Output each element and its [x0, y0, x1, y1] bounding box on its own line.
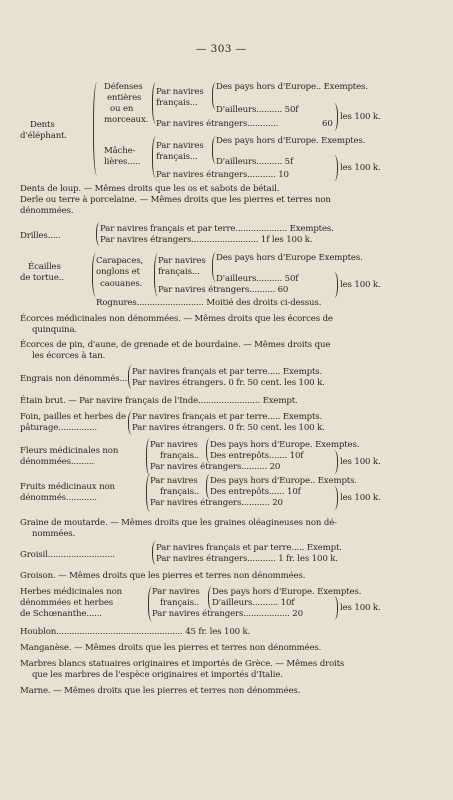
line: dénommées......... — [20, 457, 95, 467]
line: Manganèse. — Mêmes droits que les pierres et terres non dénommées. — [20, 643, 322, 653]
line: Foin, pailles et herbes de — [20, 412, 126, 422]
line: onglons et — [96, 267, 140, 277]
line: Par navires étrangers.......... 20 — [150, 462, 281, 472]
line: Par navires — [156, 141, 204, 151]
brace — [334, 596, 338, 620]
line: Étain brut. — Par navire français de l'Inde........................ Exempt. — [20, 396, 298, 406]
line: caouanes. — [100, 279, 143, 289]
line: Par navires étrangers........... 10 — [156, 170, 289, 180]
line: dénommées. — [20, 206, 74, 216]
line: quinquina. — [32, 325, 77, 335]
line: dénommés............ — [20, 493, 97, 503]
line: Groisil.......................... — [20, 550, 115, 560]
line: français... — [158, 267, 200, 277]
line: Dents — [30, 120, 55, 130]
line: les 100 k. — [340, 163, 381, 173]
line: Marne. — Mêmes droits que les pierres et terres non dénommées. — [20, 686, 301, 696]
line: Par navires — [158, 256, 206, 266]
line: français... — [156, 152, 198, 162]
line: Des pays hors d'Europe. Exemptes. — [210, 440, 360, 450]
line: Derle ou terre à porcelaine. — Mêmes droits que les pierres et terres non — [20, 195, 331, 205]
line: nommées. — [32, 529, 76, 539]
line: français.. — [160, 487, 200, 497]
line: que les marbres de l'espèce originaires et importés d'Italie. — [32, 670, 283, 680]
line: les 100 k. — [340, 603, 381, 613]
line: Écorces de pin, d'aune, de grenade et de bourdaine. — Mêmes droits que — [20, 340, 331, 350]
brace — [334, 103, 338, 131]
line: Mâche- — [104, 146, 136, 156]
line: morceaux. — [104, 115, 149, 125]
line: 60 — [322, 119, 333, 129]
line: Rognures.......................... Moitié des droits ci-dessus. — [96, 298, 322, 308]
line: Groison. — Mêmes droits que les pierres et terres non dénommées. — [20, 571, 306, 581]
line: Par navires étrangers........... 1 fr. les 100 k. — [156, 554, 338, 564]
line: lières..... — [104, 157, 141, 167]
line: français.. — [160, 451, 200, 461]
line: Des pays hors d'Europe. Exemptes. — [212, 587, 362, 597]
line: Par navires français et par terre..... Exempts. — [132, 412, 323, 422]
line: Par navires étrangers.......... 60 — [158, 285, 289, 295]
line: français... — [156, 98, 198, 108]
line: D'ailleurs.......... 50f — [216, 105, 299, 115]
line: de tortue.. — [20, 273, 64, 283]
line: Par navires étrangers.................. 20 — [152, 609, 303, 619]
line: entières — [107, 93, 142, 103]
line: Par navires — [156, 87, 204, 97]
line: français.. — [160, 598, 200, 608]
line: Engrais non dénommés... — [20, 374, 128, 384]
line: les écorces à tan. — [32, 351, 106, 361]
line: Des pays hors d'Europe Exemptes. — [216, 253, 363, 263]
line: Par navires étrangers.......................... 1f les 100 k. — [100, 235, 313, 245]
brace — [334, 486, 338, 510]
line: Drilles..... — [20, 231, 61, 241]
line: Des entrepôts....... 10f — [210, 451, 304, 461]
line: Par navires — [150, 476, 198, 486]
line: D'ailleurs.......... 50f — [216, 274, 299, 284]
line: Écorces médicinales non dénommées. — Mêmes droits que les écorces de — [20, 314, 333, 324]
line: D'ailleurs.......... 5f — [216, 157, 294, 167]
line: Graine de moutarde. — Mêmes droits que les graines oléagineuses non dé- — [20, 518, 337, 528]
line: les 100 k. — [340, 112, 381, 122]
line: Par navires étrangers. 0 fr. 50 cent. les 100 k. — [132, 378, 325, 388]
line: Houblon................................................. 45 fr. les 100 k. — [20, 627, 251, 637]
line: Par navires — [150, 440, 198, 450]
line: les 100 k. — [340, 457, 381, 467]
line: Des pays hors d'Europe. Exemptes. — [216, 136, 366, 146]
line: dénommées et herbes — [20, 598, 114, 608]
line: Des entrepôts...... 10f — [210, 487, 301, 497]
line: Des pays hors d'Europe.. Exempts. — [210, 476, 357, 486]
line: pâturage............... — [20, 423, 97, 433]
line: Marbres blancs statuaires originaires et importés de Grèce. — Mêmes droits — [20, 659, 345, 669]
line: de Schœnanthe...... — [20, 609, 102, 619]
page-number: — 303 — — [196, 43, 247, 55]
line: Fleurs médicinales non — [20, 446, 119, 456]
line: Par navires — [152, 587, 200, 597]
brace — [93, 82, 97, 176]
line: d'éléphant. — [20, 131, 68, 141]
line: Par navires étrangers. 0 fr. 50 cent. les 100 k. — [132, 423, 325, 433]
line: les 100 k. — [340, 493, 381, 503]
line: Herbes médicinales non — [20, 587, 123, 597]
line: Carapaces, — [96, 256, 144, 266]
line: Dents de loup. — Mêmes droits que les os et sabots de bétail. — [20, 184, 280, 194]
line: Par navires français et par terre..... Exempts. — [132, 367, 323, 377]
brace — [334, 155, 338, 181]
brace — [334, 272, 338, 298]
brace — [334, 450, 338, 474]
line: Par navires français et par terre..... Exempt. — [156, 543, 342, 553]
line: Par navires français et par terre.................... Exemptes. — [100, 224, 334, 234]
line: Défenses — [104, 82, 143, 92]
line: Des pays hors d'Europe.. Exemptes. — [216, 82, 368, 92]
line: Par navires étrangers........... 20 — [150, 498, 283, 508]
line: les 100 k. — [340, 280, 381, 290]
line: D'ailleurs.......... 10f — [212, 598, 295, 608]
line: ou en — [110, 104, 134, 114]
line: Écailles — [28, 262, 61, 272]
line: Fruits médicinaux non — [20, 482, 115, 492]
line: Par navires étrangers............ — [156, 119, 279, 129]
